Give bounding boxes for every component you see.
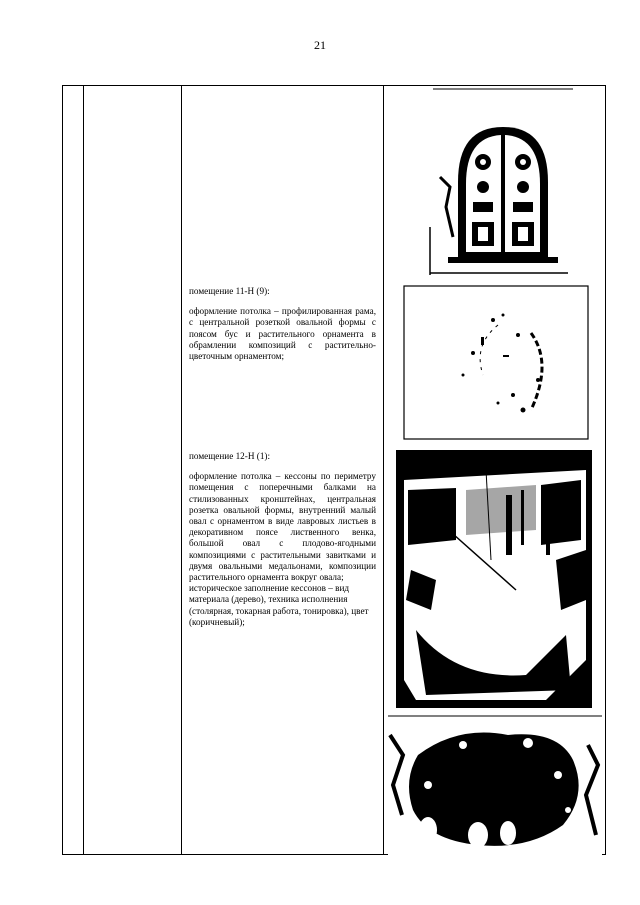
room-history: историческое заполнение кессонов – вид материала (дерево), техника исполнения (столярная, токарная работа, тонировка), цвет (коричневый); [189, 583, 369, 627]
room-description: оформление потолка – кессоны по периметру помещения с поперечными балками на стилизованных кронштейнах, центральная розетка овальной формы, внутренний малый овал с орнаментом в виде лавровых листьев в декоративном поясе лиственного венка, большой овал с плодово-ягодными композициями с растительными завитками и двумя овальными медальонами, композиции растительного орнамента вокруг овала; [189, 471, 376, 583]
ceiling-rosette-photo [403, 285, 589, 440]
room-description: оформление потолка – профилированная рама, с центральной розеткой овальной формы с поясом бус и растительного орнамента в обрамлении композиций с растительно-цветочным орнаментом; [189, 306, 376, 362]
room-title: помещение 11-Н (9): [189, 286, 270, 296]
ornament-detail-photo [388, 715, 602, 855]
column-divider [83, 86, 84, 854]
carved-door-photo [428, 87, 578, 277]
coffered-ceiling-photo [396, 450, 592, 708]
entry-room-12 [189, 451, 376, 628]
room-title: помещение 12-Н (1): [189, 451, 271, 461]
page-number: 21 [314, 38, 326, 52]
column-divider [383, 86, 384, 854]
entry-room-11 [189, 286, 376, 362]
column-divider [181, 86, 182, 854]
